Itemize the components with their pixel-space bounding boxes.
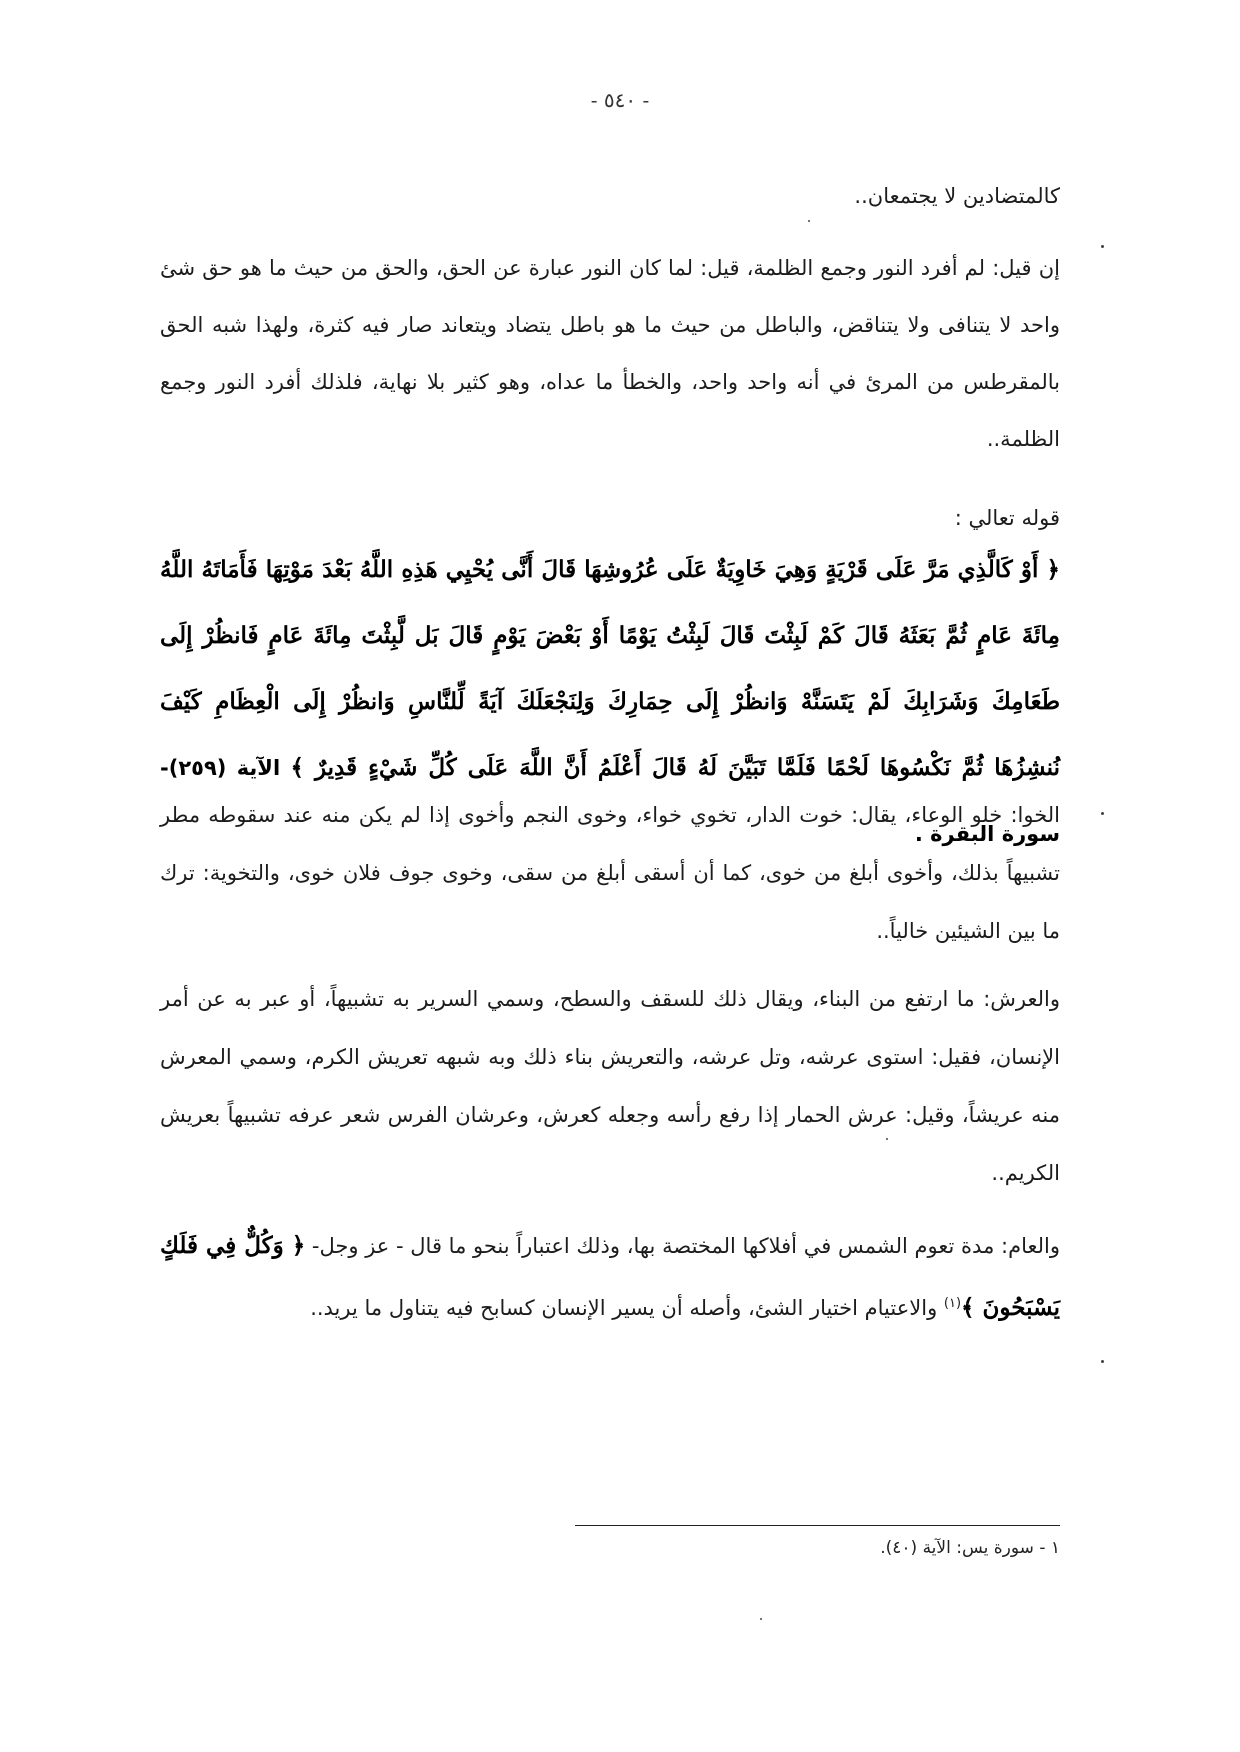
footnote-marker: (١) [943, 1296, 962, 1311]
paragraph-text [160, 1215, 1060, 1339]
scan-speck [1101, 1360, 1104, 1363]
paragraph-text: والعرش: ما ارتفع من البناء، ويقال ذلك للسقف والسطح، وسمي السرير به تشبيهاً، أو عبر به عن أمر الإنسان، فقيل: استوى عرشه، وتل عرشه، والتعريش بناء ذلك وبه شبهه تعريش الكرم، وسمي المعرش منه عريشاً، وقيل: عرش الحمار إذا رفع رأسه وجعله كعرش، وعرشان الفرس شعر عرفه تشبيهاً بعريش الكريم.. [160, 987, 1060, 1185]
paragraph-arsh [160, 970, 1060, 1202]
scan-speck [1101, 812, 1104, 815]
verse-reference: الآية (٢٥٩)- سورة البقرة . [160, 756, 1060, 846]
footnote: ١ - سورة يس: الآية (٤٠). [880, 1538, 1060, 1558]
scan-speck [808, 220, 810, 222]
page-number: - ٥٤٠ - [590, 88, 650, 112]
paragraph-opening [160, 168, 1060, 225]
footnote-divider [575, 1525, 1060, 1526]
paragraph-text: الخوا: خلو الوعاء، يقال: خوت الدار، تخوي خواء، وخوى النجم وأخوى إذا لم يكن منه عند سقوطه مطر تشبيهاً بذلك، وأخوى أبلغ من خوى، كما أن أسقى أبلغ من سقى، وخوى جوف فلان خوى، والتخوية: ترك ما بين الشيئين خالياً.. [160, 803, 1060, 943]
paragraph-text: كالمتضادين لا يجتمعان.. [854, 184, 1060, 208]
scan-speck [886, 1138, 888, 1140]
paragraph-aam [160, 1215, 1060, 1339]
paragraph-intro: والعام: مدة تعوم الشمس في أفلاكها المختصة بها، وذلك اعتباراً بنحو ما قال - عز وجل- [311, 1234, 1060, 1258]
paragraph-text: إن قيل: لم أفرد النور وجمع الظلمة، قيل: لما كان النور عبارة عن الحق، والحق من حيث ما هو حق شئ واحد لا يتنافى ولا يتناقض، والباطل من حيث ما هو باطل يتضاد ويتعاند صار فيه كثرة، ولهذا شبه الحق بالمقرطس من المرئ في أنه واحد واحد، والخطأ ما عداه، وهو كثير بلا نهاية، فلذلك أفرد النور وجمع الظلمة.. [160, 256, 1060, 451]
quran-verse-text: ﴿ أَوْ كَالَّذِي مَرَّ عَلَى قَرْيَةٍ وَهِيَ خَاوِيَةٌ عَلَى عُرُوشِهَا قَالَ أَنَّى يُحْيِي هَذِهِ اللَّهُ بَعْدَ مَوْتِهَا فَأَمَاتَهُ اللَّهُ مِائَةَ عَامٍ ثُمَّ بَعَثَهُ قَالَ كَمْ لَبِثْتَ قَالَ لَبِثْتُ يَوْمًا أَوْ بَعْضَ يَوْمٍ قَالَ بَل لَّبِثْتَ مِائَةَ عَامٍ فَانظُرْ إِلَى طَعَامِكَ وَشَرَابِكَ لَمْ يَتَسَنَّهْ وَانظُرْ إِلَى حِمَارِكَ وَلِنَجْعَلَكَ آيَةً لِّلنَّاسِ وَانظُرْ إِلَى الْعِظَامِ كَيْفَ نُنشِزُهَا ثُمَّ نَكْسُوهَا لَحْمًا فَلَمَّا تَبَيَّنَ لَهُ قَالَ أَعْلَمُ أَنَّ اللَّهَ عَلَى كُلِّ شَيْءٍ قَدِيرٌ ﴾ [160, 556, 1060, 781]
verse-intro-text: قوله تعالي : [954, 506, 1060, 530]
paragraph-rest: والاعتيام اختيار الشئ، وأصله أن يسير الإنسان كسابح فيه يتناول ما يريد.. [310, 1296, 944, 1320]
paragraph-khawa [160, 786, 1060, 960]
scan-speck [760, 1618, 762, 1620]
quran-inline-verse: ﴿ وَكُلٌّ فِي فَلَكٍ يَسْبَحُونَ ﴾ [160, 1232, 1060, 1321]
paragraph-light-darkness [160, 240, 1060, 468]
scan-speck [1101, 245, 1104, 248]
